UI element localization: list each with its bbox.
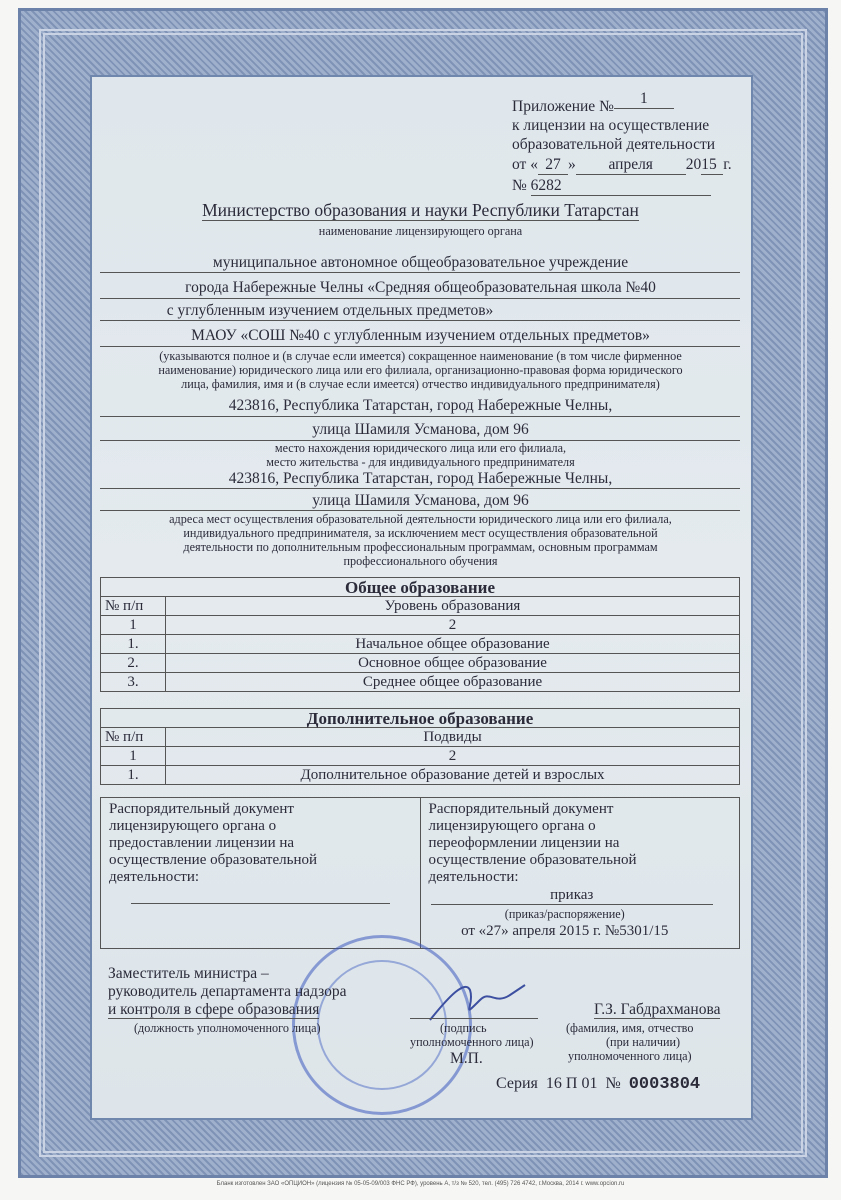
location-caption2: место жительства - для индивидуального предпринимателя xyxy=(266,455,575,469)
table-row xyxy=(101,673,740,692)
printer-footer: Бланк изготовлен ЗАО «ОПЦИОН» (лицензия № 05-05-09/003 ФНС РФ), уровень А, т/з № 520, тел. (495) 726 4742, г.Москва, 2014 г. www.opcion.ru xyxy=(216,1181,625,1187)
org-line1: муниципальное автономное общеобразовательное учреждение xyxy=(212,254,629,271)
org-short-name: МАОУ «СОШ №40 с углубленным изучением отдельных предметов» xyxy=(191,327,650,344)
date-prefix: от « xyxy=(512,156,538,173)
series-label: Серия xyxy=(496,1075,538,1092)
order-type: приказ xyxy=(431,887,714,905)
activity-line2: улица Шамиля Усманова, дом 96 xyxy=(312,492,529,509)
signatory-name: Г.З. Габдрахманова xyxy=(594,1001,721,1018)
org-caption2: наименование) юридического лица или его филиала, организационно-правовая форма юридического xyxy=(158,363,683,377)
org-caption1: (указываются полное и (в случае если имеется) сокращенное наименование (в том числе фирменное xyxy=(159,349,682,363)
signature-caption1: (подпись xyxy=(440,1021,487,1035)
location-caption1: место нахождения юридического лица или его филиала, xyxy=(274,441,567,455)
col-level-header: Уровень образования xyxy=(166,597,740,616)
activity-caption3: деятельности по дополнительным профессиональным программам, основным программам xyxy=(183,540,658,554)
location-line1: 423816, Республика Татарстан, город Набережные Челны, xyxy=(228,397,613,414)
order-reissue-cell xyxy=(420,798,740,948)
general-title: Общее образование xyxy=(101,578,740,597)
order-issue-text: Распорядительный документ лицензирующего органа о предоставлении лицензии на осуществление образовательной деятельности: xyxy=(109,801,317,885)
order-issue-cell xyxy=(101,798,420,948)
col-number-header: № п/п xyxy=(101,728,166,747)
general-education-table xyxy=(100,577,740,692)
year-suffix: г. xyxy=(723,156,732,173)
appendix-line2: образовательной деятельности xyxy=(512,136,716,153)
row-number: 1. xyxy=(101,635,166,654)
license-number: 6282 xyxy=(531,177,711,196)
authority-name: Министерство образования и науки Республики Татарстан xyxy=(202,200,639,220)
org-line3: с углубленным изучением отдельных предметов» xyxy=(166,302,494,319)
row-value: Основное общее образование xyxy=(166,654,740,673)
col-index: 1 xyxy=(101,616,166,635)
additional-education-table xyxy=(100,708,740,785)
col-number-header: № п/п xyxy=(101,597,166,616)
position-caption: (должность уполномоченного лица) xyxy=(134,1021,321,1035)
row-number: 3. xyxy=(101,673,166,692)
appendix-line1: к лицензии на осуществление xyxy=(512,117,710,134)
date-month: апреля xyxy=(576,156,686,175)
table-row xyxy=(101,635,740,654)
col-index: 1 xyxy=(101,747,166,766)
authority-caption: наименование лицензирующего органа xyxy=(318,224,523,238)
col-index: 2 xyxy=(166,616,740,635)
row-value: Среднее общее образование xyxy=(166,673,740,692)
position-line2: руководитель департамента надзора xyxy=(108,983,347,1000)
license-no-label: № xyxy=(512,177,527,194)
additional-title: Дополнительное образование xyxy=(101,709,740,728)
position-line1: Заместитель министра – xyxy=(108,965,269,982)
activity-line1: 423816, Республика Татарстан, город Набережные Челны, xyxy=(228,470,613,487)
order-type-caption: (приказ/распоряжение) xyxy=(504,907,625,921)
table-row xyxy=(101,766,740,785)
col-subtype-header: Подвиды xyxy=(166,728,740,747)
activity-caption2: индивидуального предпринимателя, за исключением мест осуществления образовательной xyxy=(183,526,658,540)
seal-place-mark: М.П. xyxy=(450,1050,483,1067)
orders-box xyxy=(100,797,740,949)
activity-caption4: профессионального обучения xyxy=(343,554,498,568)
order-reissue-text: Распорядительный документ лицензирующего органа о переоформлении лицензии на осуществление образовательной деятельности: xyxy=(428,801,637,885)
name-caption1: (фамилия, имя, отчество xyxy=(566,1021,694,1035)
signature-caption2: уполномоченного лица) xyxy=(410,1035,534,1049)
col-index: 2 xyxy=(166,747,740,766)
order-date-number: от «27» апреля 2015 г. №5301/15 xyxy=(461,923,669,939)
table-row xyxy=(101,654,740,673)
org-line2: города Набережные Челны «Средняя общеобразовательная школа №40 xyxy=(185,279,656,296)
appendix-label: Приложение № xyxy=(512,98,614,115)
series-value: 16 П 01 xyxy=(545,1075,598,1092)
series-block xyxy=(496,1074,700,1095)
row-number: 2. xyxy=(101,654,166,673)
date-mid: » xyxy=(567,156,576,173)
name-caption2: (при наличии) xyxy=(606,1035,681,1049)
blank-number: 0003804 xyxy=(628,1075,701,1094)
row-value: Начальное общее образование xyxy=(166,635,740,654)
activity-caption1: адреса мест осуществления образовательной деятельности юридического лица или его филиала, xyxy=(169,512,672,526)
appendix-number: 1 xyxy=(614,90,674,109)
org-caption3: лица, фамилия, имя и (в случае если имеется) отчество индивидуального предпринимателя) xyxy=(181,377,660,391)
date-year: 15 xyxy=(701,156,723,175)
name-caption3: уполномоченного лица) xyxy=(568,1049,692,1063)
location-line2: улица Шамиля Усманова, дом 96 xyxy=(312,421,529,438)
row-value: Дополнительное образование детей и взрослых xyxy=(166,766,740,785)
year-prefix: 20 xyxy=(685,156,702,173)
series-no-label: № xyxy=(605,1075,621,1092)
row-number: 1. xyxy=(101,766,166,785)
position-line3: и контроля в сфере образования xyxy=(108,1001,320,1018)
date-day: 27 xyxy=(538,156,568,175)
